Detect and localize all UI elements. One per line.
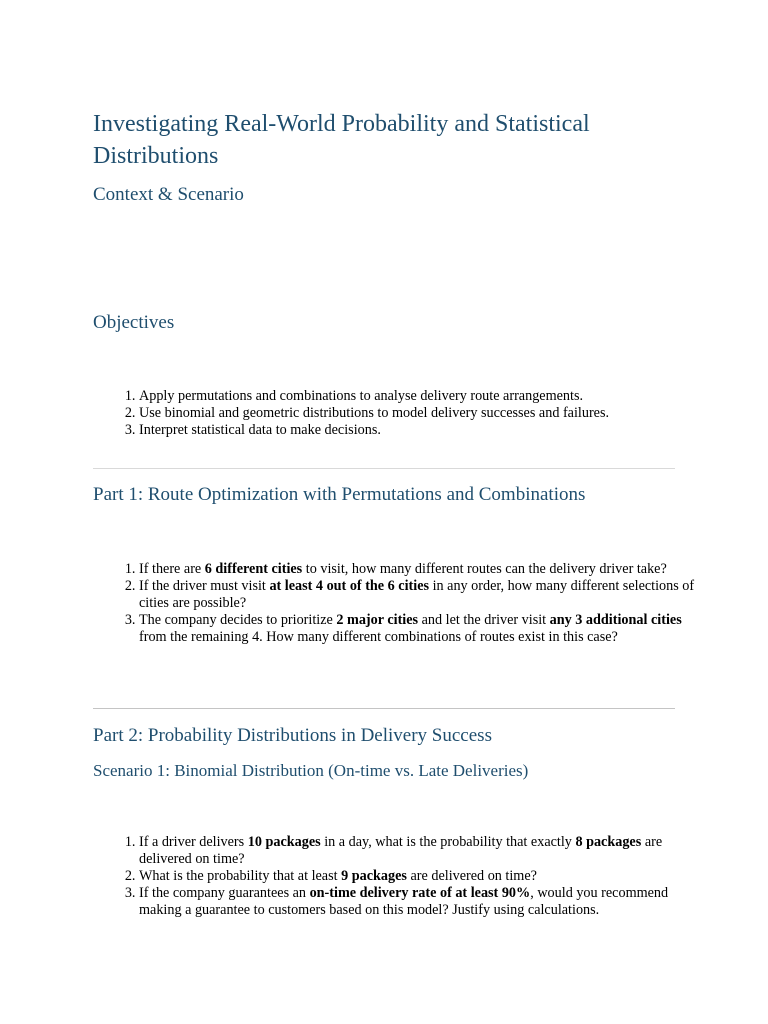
list-item: 1. Apply permutations and combinations to analyse delivery route arrangements. — [139, 388, 699, 405]
divider — [93, 708, 675, 709]
list-item: 2. If the driver must visit at least 4 out of the 6 cities in any order, how many different selections of cities are possible? — [139, 578, 699, 612]
part1-heading: Part 1: Route Optimization with Permutations and Combinations — [93, 484, 586, 505]
page-title: Investigating Real-World Probability and Statistical Distributions — [93, 111, 590, 169]
list-item: 3. The company decides to prioritize 2 major cities and let the driver visit any 3 additional cities from the remaining 4. How many different combinations of routes exist in this case? — [139, 612, 699, 646]
objectives-list — [93, 388, 699, 439]
objectives-heading: Objectives — [93, 312, 175, 333]
divider — [93, 468, 675, 469]
list-item: 3. If the company guarantees an on-time delivery rate of at least 90%, would you recommend making a guarantee to customers based on this model? Justify using calculations. — [139, 885, 699, 919]
part1-questions — [93, 561, 699, 646]
part2-heading: Part 2: Probability Distributions in Delivery Success — [93, 725, 492, 746]
context-heading: Context & Scenario — [93, 184, 244, 205]
list-item: 2. What is the probability that at least 9 packages are delivered on time? — [139, 868, 699, 885]
part2-questions — [93, 834, 699, 919]
list-item: 3. Interpret statistical data to make decisions. — [139, 422, 699, 439]
scenario1-heading: Scenario 1: Binomial Distribution (On-time vs. Late Deliveries) — [93, 761, 529, 780]
list-item: 1. If there are 6 different cities to visit, how many different routes can the delivery driver take? — [139, 561, 699, 578]
list-item: 1. If a driver delivers 10 packages in a day, what is the probability that exactly 8 packages are delivered on time? — [139, 834, 699, 868]
list-item: 2. Use binomial and geometric distributions to model delivery successes and failures. — [139, 405, 699, 422]
